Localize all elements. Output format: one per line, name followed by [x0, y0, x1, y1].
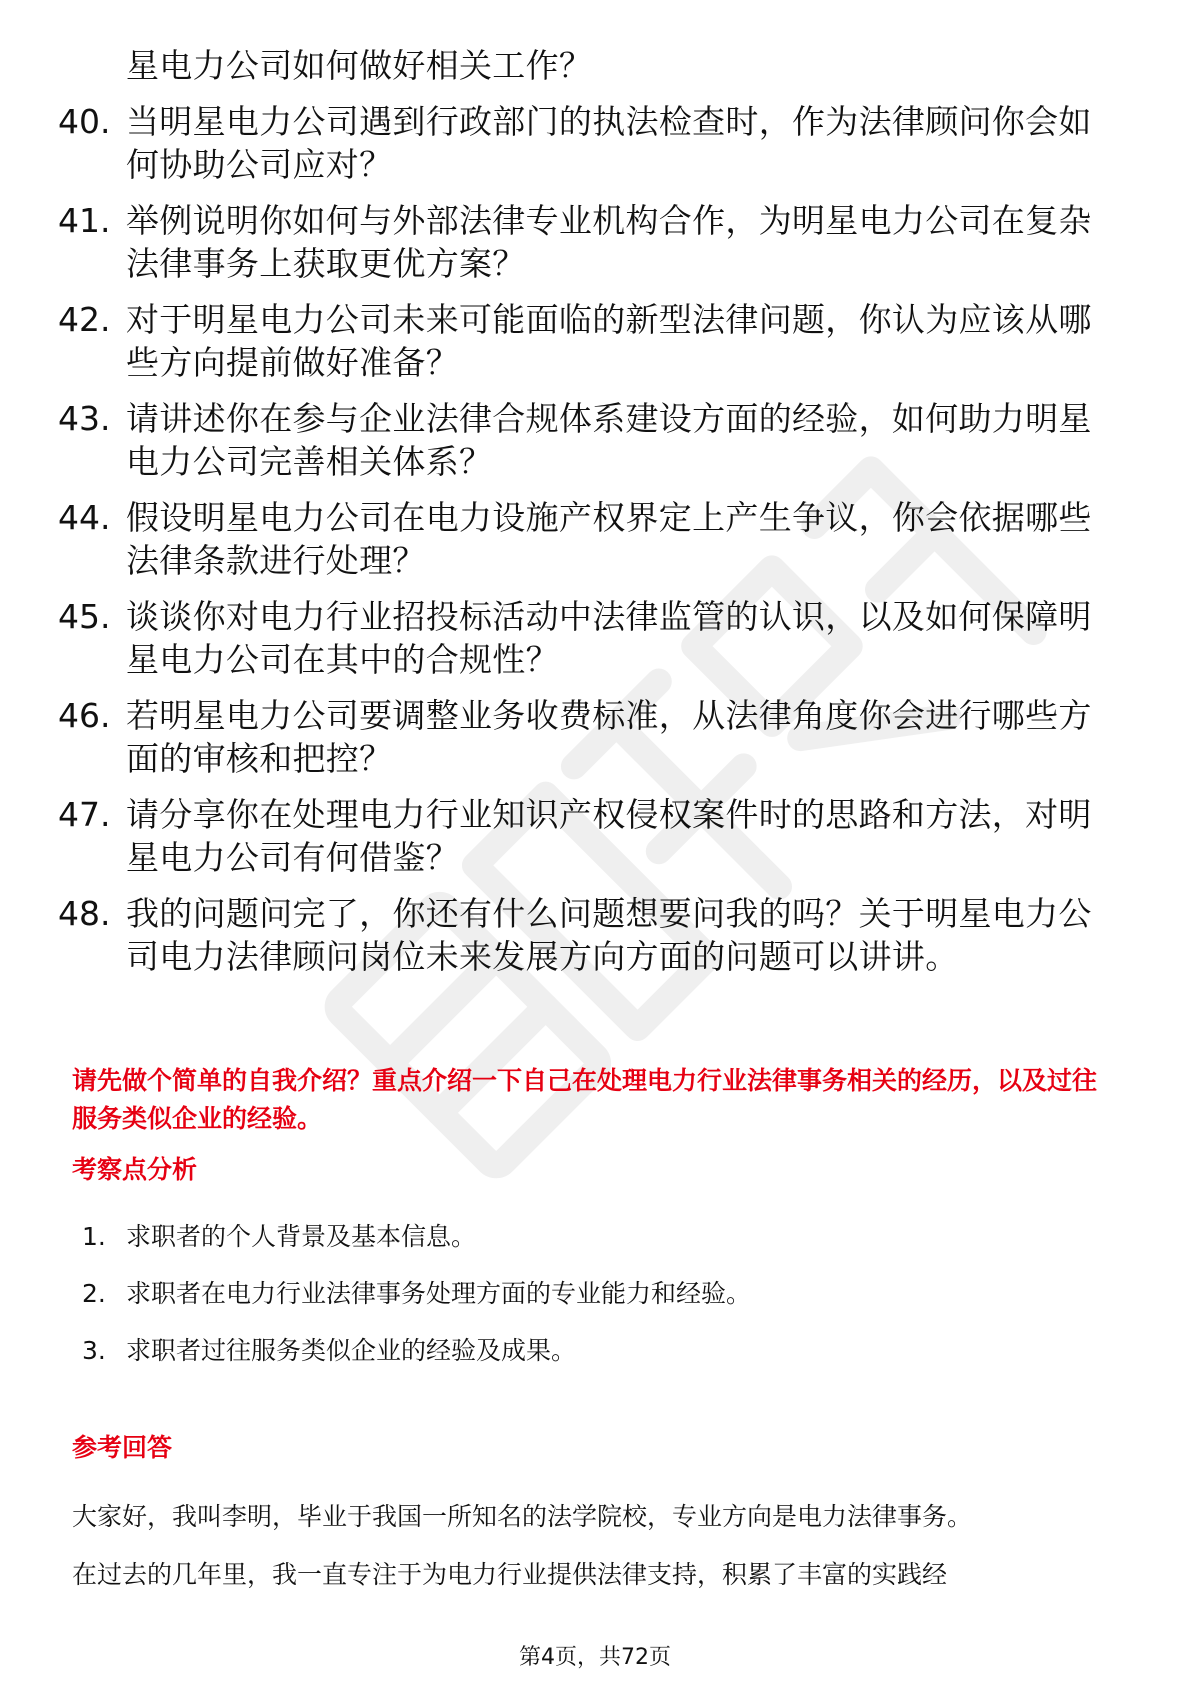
question-item	[58, 694, 1118, 780]
analysis-heading: 考察点分析	[72, 1155, 198, 1184]
question-text: 对于明星电力公司未来可能面临的新型法律问题，你认为应该从哪些方向提前做好准备？	[126, 300, 1092, 382]
analysis-item	[82, 1334, 1102, 1391]
question-item	[58, 397, 1118, 483]
question-text: 假设明星电力公司在电力设施产权界定上产生争议，你会依据哪些法律条款进行处理？	[126, 498, 1092, 580]
question-item	[58, 793, 1118, 879]
question-text: 请分享你在处理电力行业知识产权侵权案件时的思路和方法，对明星电力公司有何借鉴？	[126, 795, 1092, 877]
question-number: 47.	[58, 795, 111, 834]
answer-paragraph: 在过去的几年里，我一直专注于为电力行业提供法律支持，积累了丰富的实践经	[72, 1560, 948, 1589]
analysis-number: 1.	[82, 1222, 106, 1251]
question-text: 当明星电力公司遇到行政部门的执法检查时，作为法律顾问你会如何协助公司应对？	[126, 102, 1092, 184]
question-item	[58, 298, 1118, 384]
analysis-item	[82, 1277, 1102, 1334]
analysis-number: 3.	[82, 1336, 106, 1365]
question-continuation: 星电力公司如何做好相关工作？	[126, 46, 593, 85]
analysis-text: 求职者过往服务类似企业的经验及成果。	[126, 1336, 577, 1365]
question-item	[58, 199, 1118, 285]
question-item	[58, 892, 1118, 978]
question-text: 若明星电力公司要调整业务收费标准，从法律角度你会进行哪些方面的审核和把控？	[126, 696, 1092, 778]
question-number: 45.	[58, 597, 111, 636]
analysis-text: 求职者在电力行业法律事务处理方面的专业能力和经验。	[126, 1279, 752, 1308]
analysis-text: 求职者的个人背景及基本信息。	[126, 1222, 477, 1251]
question-number: 44.	[58, 498, 111, 537]
question-item	[58, 496, 1118, 582]
analysis-number: 2.	[82, 1279, 106, 1308]
question-list	[58, 44, 1118, 991]
question-number: 46.	[58, 696, 111, 735]
question-text: 举例说明你如何与外部法律专业机构合作，为明星电力公司在复杂法律事务上获取更优方案？	[126, 201, 1092, 283]
analysis-list	[82, 1220, 1102, 1391]
question-number: 41.	[58, 201, 111, 240]
reference-heading: 参考回答	[72, 1433, 173, 1462]
question-text: 请讲述你在参与企业法律合规体系建设方面的经验，如何助力明星电力公司完善相关体系？	[126, 399, 1092, 481]
question-item	[58, 100, 1118, 186]
question-number: 42.	[58, 300, 111, 339]
question-item	[58, 595, 1118, 681]
question-text: 我的问题问完了，你还有什么问题想要问我的吗？关于明星电力公司电力法律顾问岗位未来发展方向方面的问题可以讲讲。	[126, 894, 1092, 976]
question-number: 40.	[58, 102, 111, 141]
question-number: 48.	[58, 894, 111, 933]
analysis-item	[82, 1220, 1102, 1277]
highlight-question: 请先做个简单的自我介绍？重点介绍一下自己在处理电力行业法律事务相关的经历，以及过往服务类似企业的经验。	[72, 1066, 1098, 1133]
question-number: 43.	[58, 399, 111, 438]
question-text: 谈谈你对电力行业招投标活动中法律监管的认识，以及如何保障明星电力公司在其中的合规性？	[126, 597, 1092, 679]
page-number: 第4页，共72页	[519, 1645, 671, 1670]
answer-paragraph: 大家好，我叫李明，毕业于我国一所知名的法学院校，专业方向是电力法律事务。	[72, 1502, 973, 1531]
